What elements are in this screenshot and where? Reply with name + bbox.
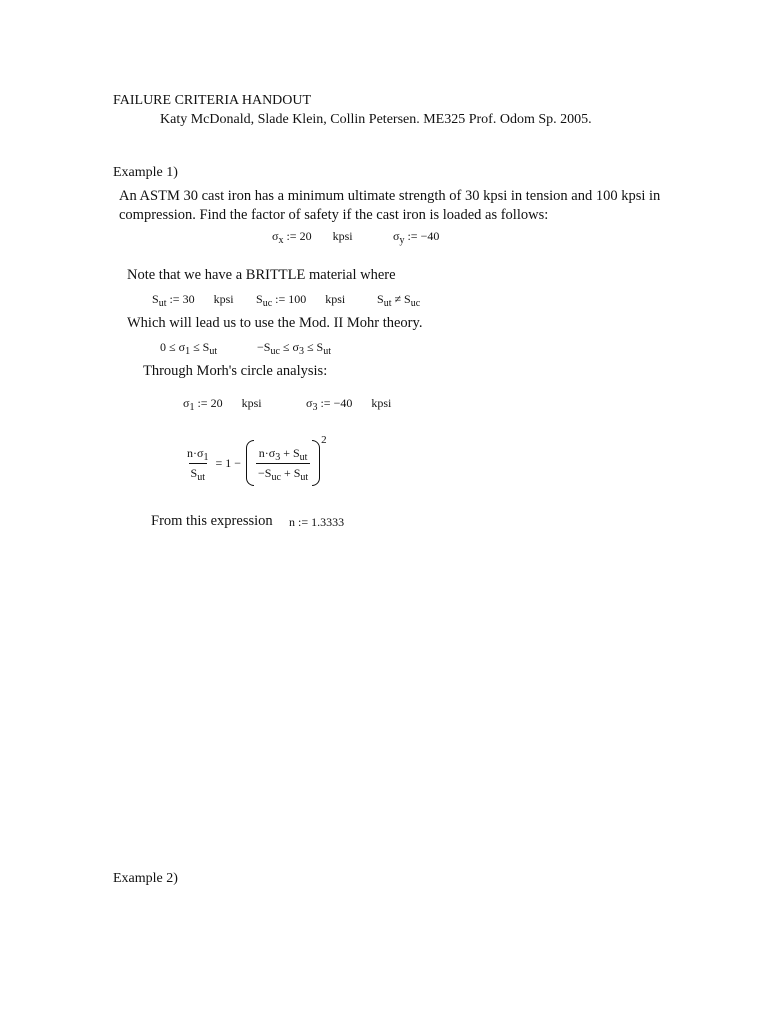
problem-statement-line-1: An ASTM 30 cast iron has a minimum ultimate strength of 30 kpsi in tension and 100 kpsi in — [119, 188, 661, 204]
ineq-zero: 0 — [160, 340, 166, 354]
mod-ii-mohr-equation — [185, 434, 327, 486]
right-paren — [312, 440, 320, 486]
inequality-sigma-1: $0 \le \sigma_1 \le S_{ut}$ — [160, 340, 218, 357]
sigma-1-symbol: $\sigma_1$ — [183, 396, 195, 413]
assign-operator: := — [197, 396, 208, 410]
sigma-y-definition — [393, 229, 439, 244]
sigma-1-value: 20 — [210, 396, 223, 410]
s-ut-definition — [152, 292, 234, 307]
sigma-3-definition — [306, 396, 391, 411]
mohr-circle-line: Through Morh's circle analysis: — [143, 363, 328, 379]
assign-operator: := — [407, 229, 418, 243]
assign-operator: := — [320, 396, 331, 410]
n-value: 1.3333 — [311, 515, 345, 529]
result-line: From this expression — [151, 513, 273, 529]
sigma-1-unit: kpsi — [241, 396, 262, 410]
authors-line: Katy McDonald, Slade Klein, Collin Petersen. ME325 Prof. Odom Sp. 2005. — [160, 112, 592, 127]
problem-statement-line-2: compression. Find the factor of safety if the cast iron is loaded as follows: — [119, 207, 549, 223]
sigma-x-value: 20 — [299, 229, 312, 243]
brittle-note: Note that we have a BRITTLE material where — [127, 267, 396, 283]
s-ut-symbol: $S_{ut}$ — [152, 292, 167, 309]
s-uc-unit: kpsi — [325, 292, 346, 306]
example-1-heading: Example 1) — [113, 165, 178, 180]
assign-operator: := — [169, 292, 180, 306]
rhs-fraction: $\frac{n\cdot\sigma_3 + S_{ut}}{-S_{uc} + S_{ut}}$ — [258, 445, 309, 483]
equals-one-minus: = 1 − — [215, 455, 242, 470]
handout-title: FAILURE CRITERIA HANDOUT — [113, 93, 312, 108]
lhs-fraction: $\frac{n\cdot\sigma_1}{S_{ut}}$ — [187, 445, 209, 483]
s-ut-not-equal-s-uc: $S_{ut} \ne S_{uc}$ — [377, 292, 421, 309]
s-ut-value: 30 — [182, 292, 195, 306]
sigma-x-symbol: $\sigma_x$ — [272, 229, 284, 246]
sigma-3-value: −40 — [333, 396, 353, 410]
n-result — [289, 515, 344, 530]
mohr-theory-line: Which will lead us to use the Mod. II Mohr theory. — [127, 315, 423, 331]
assign-operator: := — [275, 292, 286, 306]
square-exponent: 2 — [321, 434, 327, 446]
sigma-y-value: −40 — [420, 229, 440, 243]
left-paren — [246, 440, 254, 486]
s-uc-symbol: $S_{uc}$ — [256, 292, 273, 309]
s-uc-definition — [256, 292, 345, 307]
sigma-x-definition — [272, 229, 353, 244]
example-2-heading: Example 2) — [113, 871, 178, 886]
assign-operator: := — [298, 515, 309, 529]
sigma-x-unit: kpsi — [332, 229, 353, 243]
sigma-3-symbol: $\sigma_3$ — [306, 396, 318, 413]
n-symbol: n — [289, 515, 295, 529]
s-ut-unit: kpsi — [213, 292, 234, 306]
inequality-sigma-3: $-S_{uc} \le \sigma_3 \le S_{ut}$ — [257, 340, 332, 357]
sigma-y-symbol: $\sigma_y$ — [393, 229, 405, 246]
s-uc-value: 100 — [288, 292, 307, 306]
sigma-3-unit: kpsi — [371, 396, 392, 410]
sigma-1-definition — [183, 396, 262, 411]
assign-operator: := — [286, 229, 297, 243]
